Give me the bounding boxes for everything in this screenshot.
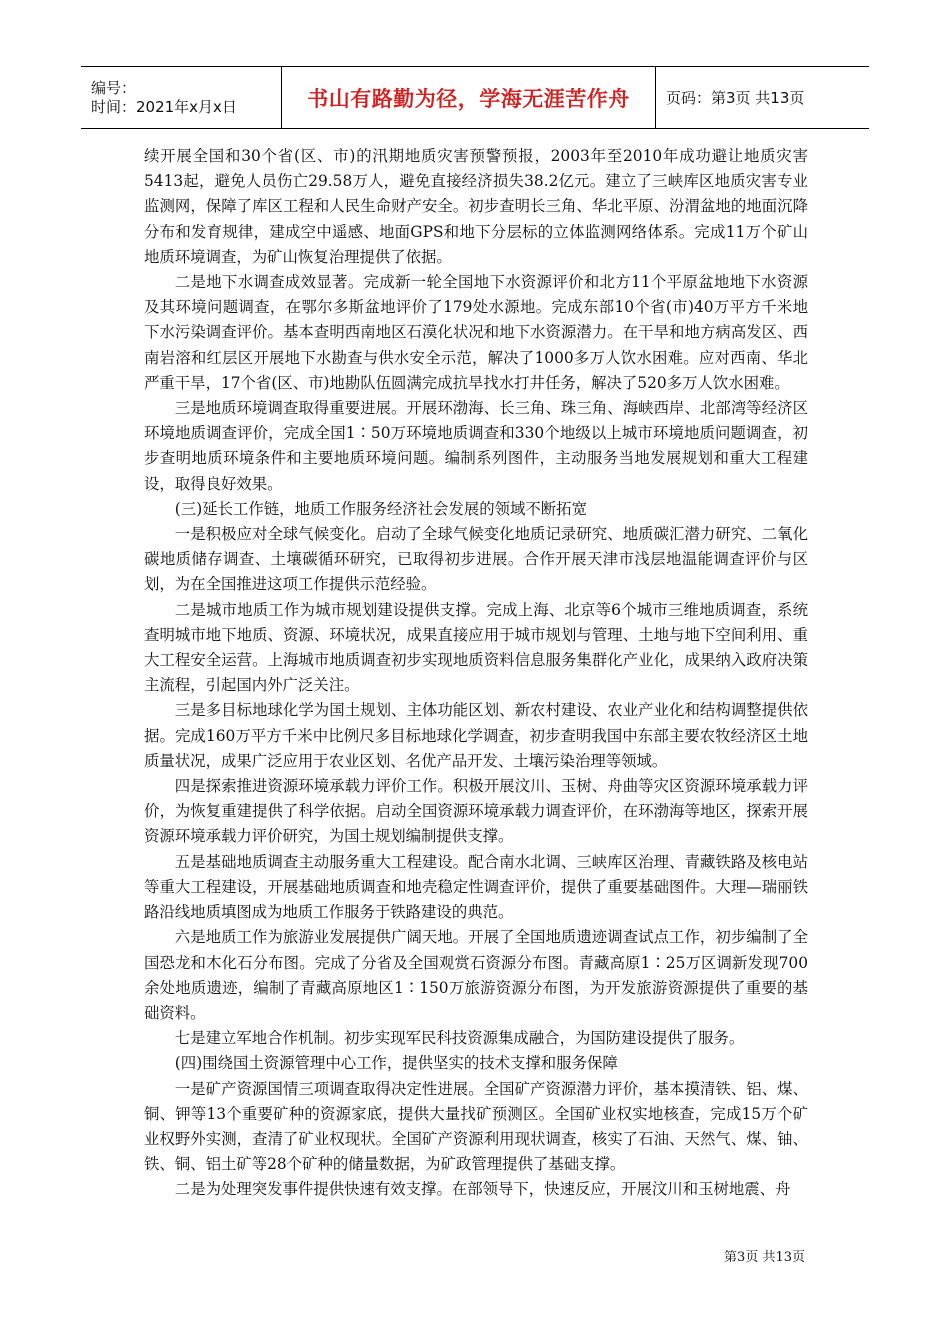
page-header <box>81 66 869 129</box>
paragraph: 二是城市地质工作为城市规划建设提供支撑。完成上海、北京等6个城市三维地质调查，系统查明城市地下地质、资源、环境状况，成果直接应用于城市规划与管理、土地与地下空间利用、重大工程安全运营。上海城市地质调查初步实现地质资料信息服务集群化产业化，成果纳入政府决策主流程，引起国内外广泛关注。 <box>144 600 808 695</box>
header-motto-cell <box>282 67 656 128</box>
header-page-label: 页码：第3页 共13页 <box>666 89 805 107</box>
paragraph: 一是积极应对全球气候变化。启动了全球气候变化地质记录研究、地质碳汇潜力研究、二氧化碳地质储存调查、土壤碳循环研究，已取得初步进展。合作开展天津市浅层地温能调查评价与区划，为在全国推进这项工作提供示范经验。 <box>144 525 808 594</box>
paragraph: 续开展全国和30个省(区、市)的汛期地质灾害预警预报，2003年至2010年成功避让地质灾害5413起，避免人员伤亡29.58万人，避免直接经济损失38.2亿元。建立了三峡库区地质灾害专业监测网，保障了库区工程和人民生命财产安全。初步查明长三角、华北平原、汾渭盆地的地面沉降分布和发育规律，建成空中遥感、地面GPS和地下分层标的立体监测网络体系。完成11万个矿山地质环境调查，为矿山恢复治理提供了依据。 <box>144 147 808 266</box>
paragraph: 五是基础地质调查主动服务重大工程建设。配合南水北调、三峡库区治理、青藏铁路及核电站等重大工程建设，开展基础地质调查和地壳稳定性调查评价，提供了重要基础图件。大理—瑞丽铁路沿线地质填图成为地质工作服务于铁路建设的典范。 <box>144 852 808 922</box>
header-page-cell <box>656 67 869 128</box>
paragraph: 七是建立军地合作机制。初步实现军民科技资源集成融合，为国防建设提供了服务。 <box>174 1029 745 1048</box>
document-number-label: 编号： <box>91 78 137 97</box>
document-time-label: 时间：2021年x月x日 <box>91 97 237 116</box>
paragraph: 二是地下水调查成效显著。完成新一轮全国地下水资源评价和北方11个平原盆地地下水资源及其环境问题调查，在鄂尔多斯盆地评价了179处水源地。完成东部10个省(市)40万平方千米地下水污染调查评价。基本查明西南地区石漠化状况和地下水资源潜力。在干旱和地方病高发区、西南岩溶和红层区开展地下水勘查与供水安全示范，解决了1000多万人饮水困难。应对西南、华北严重干旱，17个省(区、市)地勘队伍圆满完成抗旱找水打井任务，解决了520多万人饮水困难。 <box>144 273 808 392</box>
paragraph: 三是地质环境调查取得重要进展。开展环渤海、长三角、珠三角、海峡西岸、北部湾等经济区环境地质调查评价，完成全国1∶50万环境地质调查和330个地级以上城市环境地质问题调查，初步查明地质环境条件和主要地质环境问题。编制系列图件，主动服务当地发展规划和重大工程建设，取得良好效果。 <box>144 399 808 493</box>
section-heading: (三)延长工作链，地质工作服务经济社会发展的领域不断拓宽 <box>174 499 587 518</box>
section-heading: (四)围绕国土资源管理中心工作，提供坚实的技术支撑和服务保障 <box>174 1054 618 1073</box>
header-meta <box>81 67 282 128</box>
paragraph: 一是矿产资源国情三项调查取得决定性进展。全国矿产资源潜力评价，基本摸清铁、铝、煤、铜、钾等13个重要矿种的资源家底，提供大量找矿预测区。全国矿业权实地核查，完成15万个矿业权野外实测，查清了矿业权现状。全国矿产资源利用现状调查，核实了石油、天然气、煤、铀、铁、铜、铝土矿等28个矿种的储量数据，为矿政管理提供了基础支撑。 <box>144 1079 808 1174</box>
page-footer: 第3页 共13页 <box>724 1250 805 1265</box>
paragraph: 六是地质工作为旅游业发展提供广阔天地。开展了全国地质遗迹调查试点工作，初步编制了全国恐龙和木化石分布图。完成了分省及全国观赏石资源分布图。青藏高原1∶25万区调新发现700余处地质遗迹，编制了青藏高原地区1∶150万旅游资源分布图，为开发旅游资源提供了重要的基础资料。 <box>144 928 808 1022</box>
paragraph: 三是多目标地球化学为国土规划、主体功能区划、新农村建设、农业产业化和结构调整提供依据。完成160万平方千米中比例尺多目标地球化学调查，初步查明我国中东部主要农牧经济区土地质量状况，成果广泛应用于农业区划、名优产品开发、土壤污染治理等领域。 <box>144 701 808 770</box>
header-motto: 书山有路勤为径，学海无涯苦作舟 <box>307 86 630 111</box>
paragraph: 四是探索推进资源环境承载力评价工作。积极开展汶川、玉树、舟曲等灾区资源环境承载力评价，为恢复重建提供了科学依据。启动全国资源环境承载力调查评价，在环渤海等地区，探索开展资源环境承载力评价研究，为国土规划编制提供支撑。 <box>144 777 808 846</box>
paragraph: 二是为处理突发事件提供快速有效支撑。在部领导下，快速反应，开展汶川和玉树地震、舟 <box>174 1180 791 1199</box>
document-body <box>144 144 808 1203</box>
